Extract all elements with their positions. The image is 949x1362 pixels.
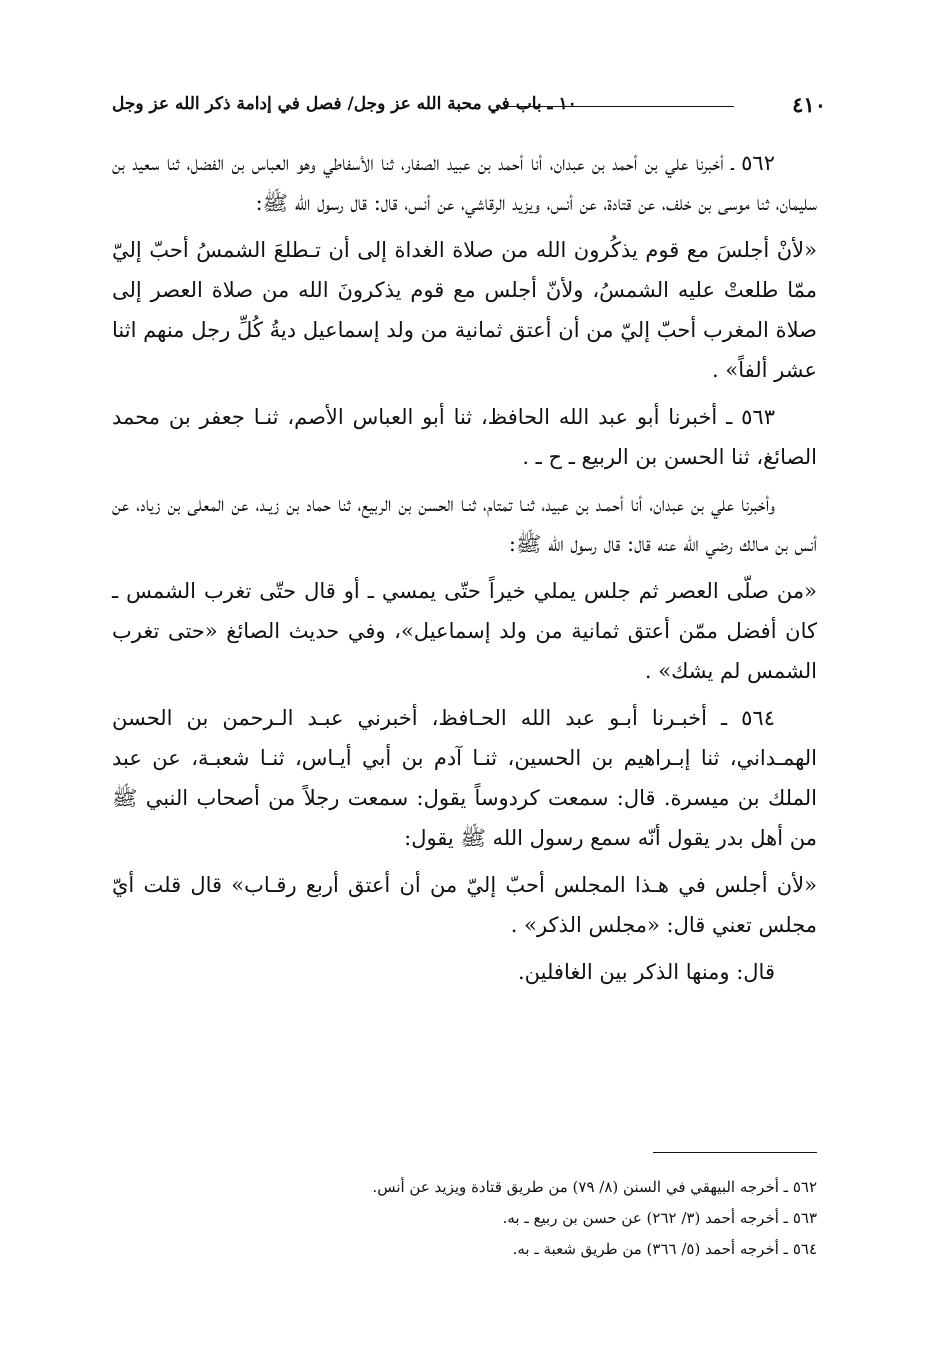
footnote-562: ٥٦٢ ـ أخرجه البيهقي في السنن (٨/ ٧٩) من طريق قتادة ويزيد عن أنس. bbox=[372, 1178, 817, 1196]
footnote-564: ٥٦٤ ـ أخرجه أحمد (٥/ ٣٦٦) من طريق شعبة ـ به. bbox=[512, 1240, 817, 1258]
main-text bbox=[112, 143, 817, 992]
footnotes bbox=[112, 1172, 817, 1265]
footnote-563: ٥٦٣ ـ أخرجه أحمد (٣/ ٢٦٢) عن حسن بن ربيع ـ به. bbox=[502, 1209, 817, 1227]
footnote-separator bbox=[653, 1152, 817, 1153]
hadith-563-matn: «من صلّى العصر ثم جلس يملي خيراً حتّى يمسي ـ أو قال حتّى تغرب الشمس ـ كان أفضل ممّن أعتق ثمانية من ولد إسماعيل»، وفي حديث الصائغ «حتى تغرب الشمس لم يشك» . bbox=[112, 579, 817, 683]
header-title: ١٠ ـ باب في محبة الله عز وجل/ فصل في إدامة ذكر الله عز وجل bbox=[112, 94, 577, 114]
running-header bbox=[112, 92, 826, 120]
hadith-563-isnad-second: وأخبرنا علي بن عبدان، أنا أحمـد بن عبيد، ثنـا تمتام، ثنـا الحسن بن الربيع، ثنا حماد بن زيـد، عن المعلى بن زياد، عن أنس بن مـالك رضي الله عنه قال: قال رسول الله ﷺ: bbox=[112, 492, 817, 556]
hadith-562-isnad: ٥٦٢ ـ أخبرنا علي بن أحمد بن عبدان، أنا أحمد بن عبيد الصفار، ثنا الأسفاطي وهو العباس بن الفضل، ثنا سعيد بن سليمان، ثنا موسى بن خلف، عن قتادة، عن أنس، ويزيد الرقاشي، عن أنس، قال: قال رسول الله ﷺ: bbox=[112, 151, 817, 215]
hadith-564-isnad: ٥٦٤ ـ أخبـرنا أبـو عبد الله الحـافظ، أخبرني عبـد الـرحمن بن الحسن الهمـداني، ثنا إبـراهيم بن الحسين، ثنـا آدم بن أبي أيـاس، ثنـا شعبـة، عن عبد الملك بن ميسرة. قال: سمعت كردوساً يقول: سمعت رجلاً من أصحاب النبي ﷺ من أهل بدر يقول أنّه سمع رسول الله ﷺ يقول: bbox=[112, 706, 817, 850]
closing-line: قال: ومنها الذكر بين الغافلين. bbox=[517, 960, 775, 984]
hadith-563-isnad: ٥٦٣ ـ أخبرنا أبو عبد الله الحافظ، ثنا أبو العباس الأصم، ثنـا جعفر بن محمد الصائغ، ثنا الحسن بن الربيع ـ ح ـ . bbox=[112, 405, 817, 469]
page-number: ٤١٠ bbox=[792, 92, 826, 117]
hadith-564-matn: «لأن أجلس في هـذا المجلس أحبّ إليّ من أن أعتق أربع رقـاب» قال قلت أيّ مجلس تعني قال: «مجلس الذكر» . bbox=[112, 873, 817, 937]
hadith-562-matn: «لأنْ أجلسَ مع قوم يذكُرون الله من صلاة الغداة إلى أن تـطلعَ الشمسُ أحبّ إليّ ممّا طلعتْ عليه الشمسُ، ولأنّ أجلس مع قوم يذكرونَ الله من صلاة العصر إلى صلاة المغرب أحبّ إليّ من أن أعتق ثمانية من ولد إسماعيل ديةُ كُلِّ رجل منهم اثنا عشر ألفاً» . bbox=[112, 238, 817, 382]
header-rule bbox=[504, 106, 734, 107]
